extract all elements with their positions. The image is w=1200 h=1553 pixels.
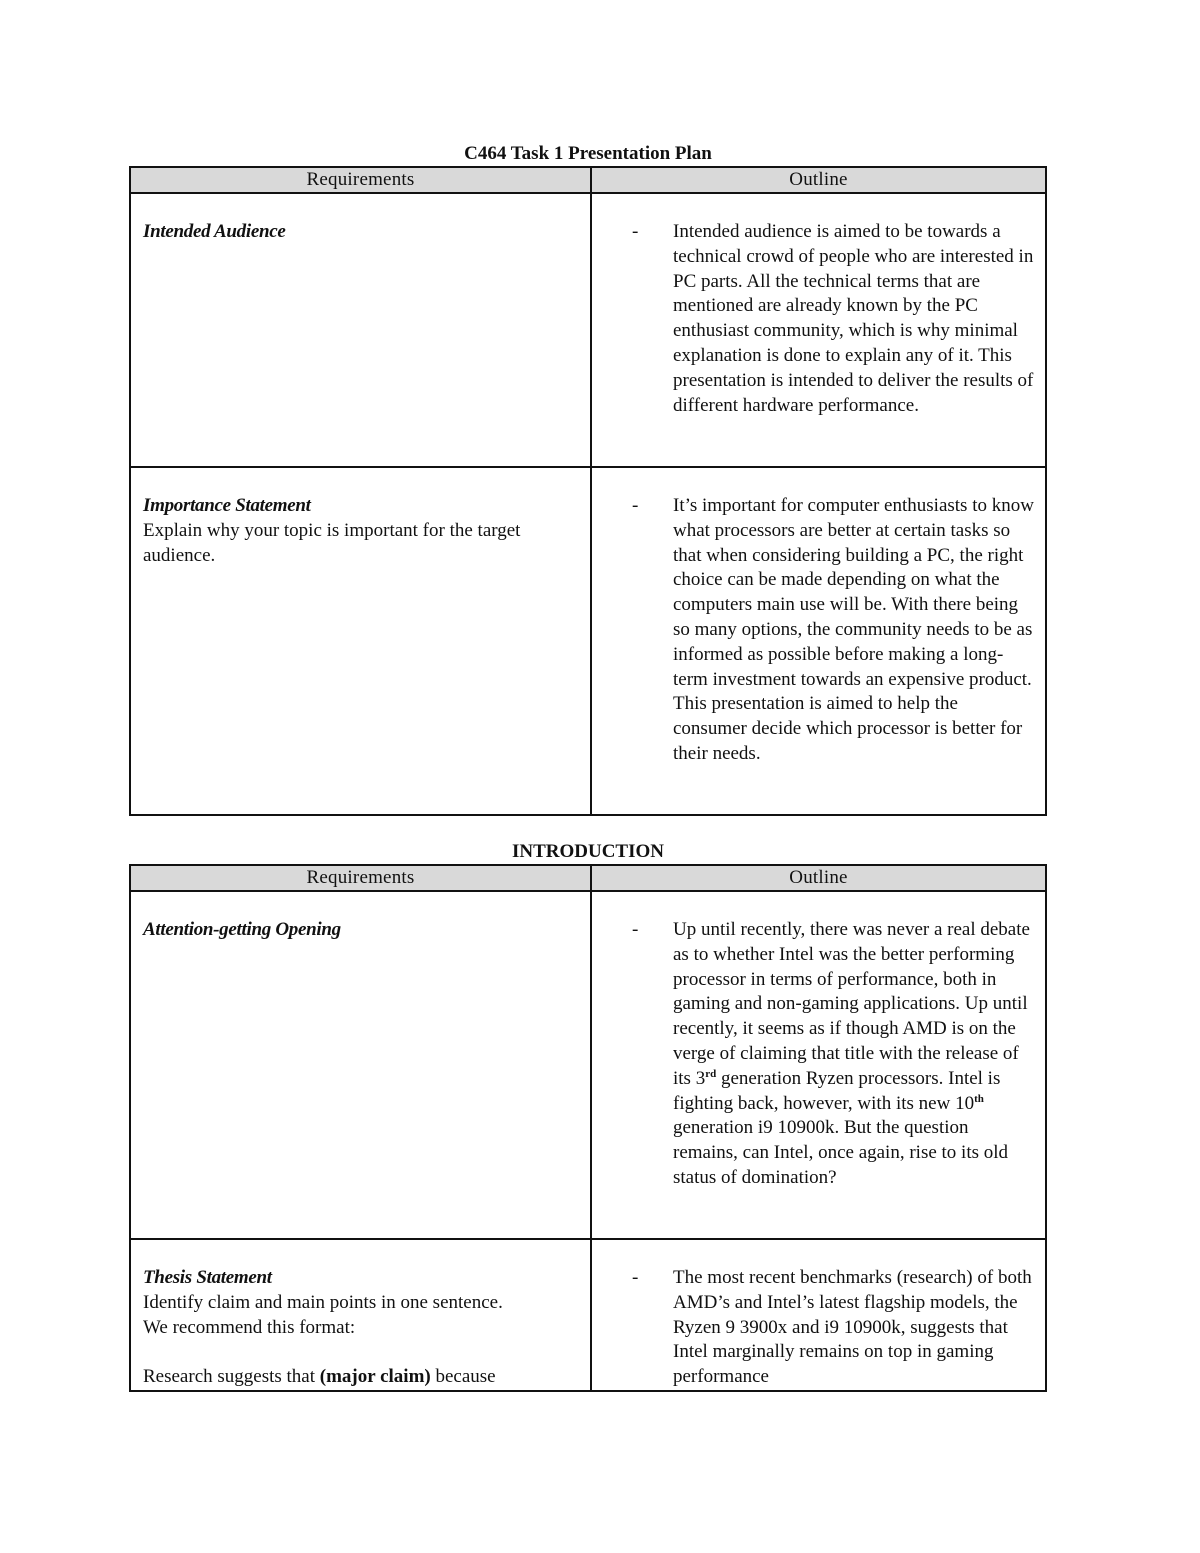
thesis-format — [143, 1365, 578, 1390]
outline-text-part: generation Ryzen processors. Intel is fighting back, however, with its new 10 — [673, 1067, 1001, 1114]
format-prefix: Research suggests that — [143, 1366, 320, 1388]
requirement-label: Intended Audience — [143, 221, 286, 242]
requirement-label: Importance Statement — [143, 495, 311, 516]
ordinal-superscript: rd — [705, 1067, 717, 1080]
outline-bullet — [632, 220, 1035, 418]
requirement-description: We recommend this format: — [143, 1316, 356, 1338]
bullet-dash: - — [632, 221, 639, 242]
introduction-table — [129, 864, 1047, 1392]
requirement-label: Attention-getting Opening — [143, 919, 341, 940]
header-outline: Outline — [591, 865, 1046, 891]
bullet-dash: - — [632, 919, 639, 940]
requirement-cell — [130, 467, 591, 815]
table-header-row — [130, 167, 1046, 193]
plan-table — [129, 166, 1047, 816]
header-outline: Outline — [591, 167, 1046, 193]
table-row — [130, 193, 1046, 467]
table-row — [130, 467, 1046, 815]
outline-text-part: Up until recently, there was never a real debate as to whether Intel was the better performing processor in terms of performance, both in gaming and non-gaming applications. Up until recently, it seems as if though AMD is on the verge of claiming that title with the release of its 3 — [673, 919, 1030, 1089]
outline-text — [673, 918, 1035, 1191]
requirement-cell — [130, 1239, 591, 1391]
outline-cell — [591, 891, 1046, 1239]
outline-bullet — [632, 918, 1035, 1191]
requirement-cell — [130, 193, 591, 467]
outline-cell — [591, 193, 1046, 467]
table-header-row — [130, 865, 1046, 891]
outline-cell — [591, 467, 1046, 815]
table-row — [130, 891, 1046, 1239]
table-row — [130, 1239, 1046, 1391]
requirement-cell — [130, 891, 591, 1239]
outline-cell — [591, 1239, 1046, 1391]
section-title-introduction: INTRODUCTION — [511, 841, 665, 862]
format-major-claim: (major claim) — [319, 1366, 431, 1388]
outline-text: It’s important for computer enthusiasts to know what processors are better at certain tasks so that when considering building a PC, the right choice can be made depending on what the computers main use will be. With there being so many options, the community needs to be as informed as possible before making a long-term investment towards an expensive product. This presentation is aimed to help the consumer decide which processor is better for their needs. — [673, 495, 1034, 764]
header-requirements: Requirements — [130, 865, 591, 891]
bullet-dash: - — [632, 1267, 639, 1288]
outline-text-part: generation i9 10900k. But the question remains, can Intel, once again, rise to its old status of domination? — [673, 1117, 1009, 1188]
bullet-dash: - — [632, 495, 639, 516]
blank-line — [143, 1340, 578, 1365]
requirement-label: Thesis Statement — [143, 1267, 272, 1288]
requirement-description: Identify claim and main points in one sentence. — [143, 1291, 503, 1313]
ordinal-superscript: th — [974, 1092, 984, 1105]
outline-bullet — [632, 494, 1035, 767]
requirement-description: Explain why your topic is important for the target audience. — [143, 519, 521, 566]
header-requirements: Requirements — [130, 167, 591, 193]
outline-text: The most recent benchmarks (research) of both AMD’s and Intel’s latest flagship models, the Ryzen 9 3900x and i9 10900k, suggests that Intel marginally remains on top in gaming performance — [673, 1267, 1032, 1388]
outline-bullet — [632, 1266, 1035, 1390]
format-suffix: because — [430, 1366, 496, 1388]
outline-text: Intended audience is aimed to be towards a technical crowd of people who are interested in PC parts. All the technical terms that are mentioned are already known by the PC enthusiast community, which is why minimal explanation is done to explain any of it. This presentation is intended to deliver the results of different hardware performance. — [673, 221, 1034, 416]
page-title: C464 Task 1 Presentation Plan — [464, 143, 712, 164]
